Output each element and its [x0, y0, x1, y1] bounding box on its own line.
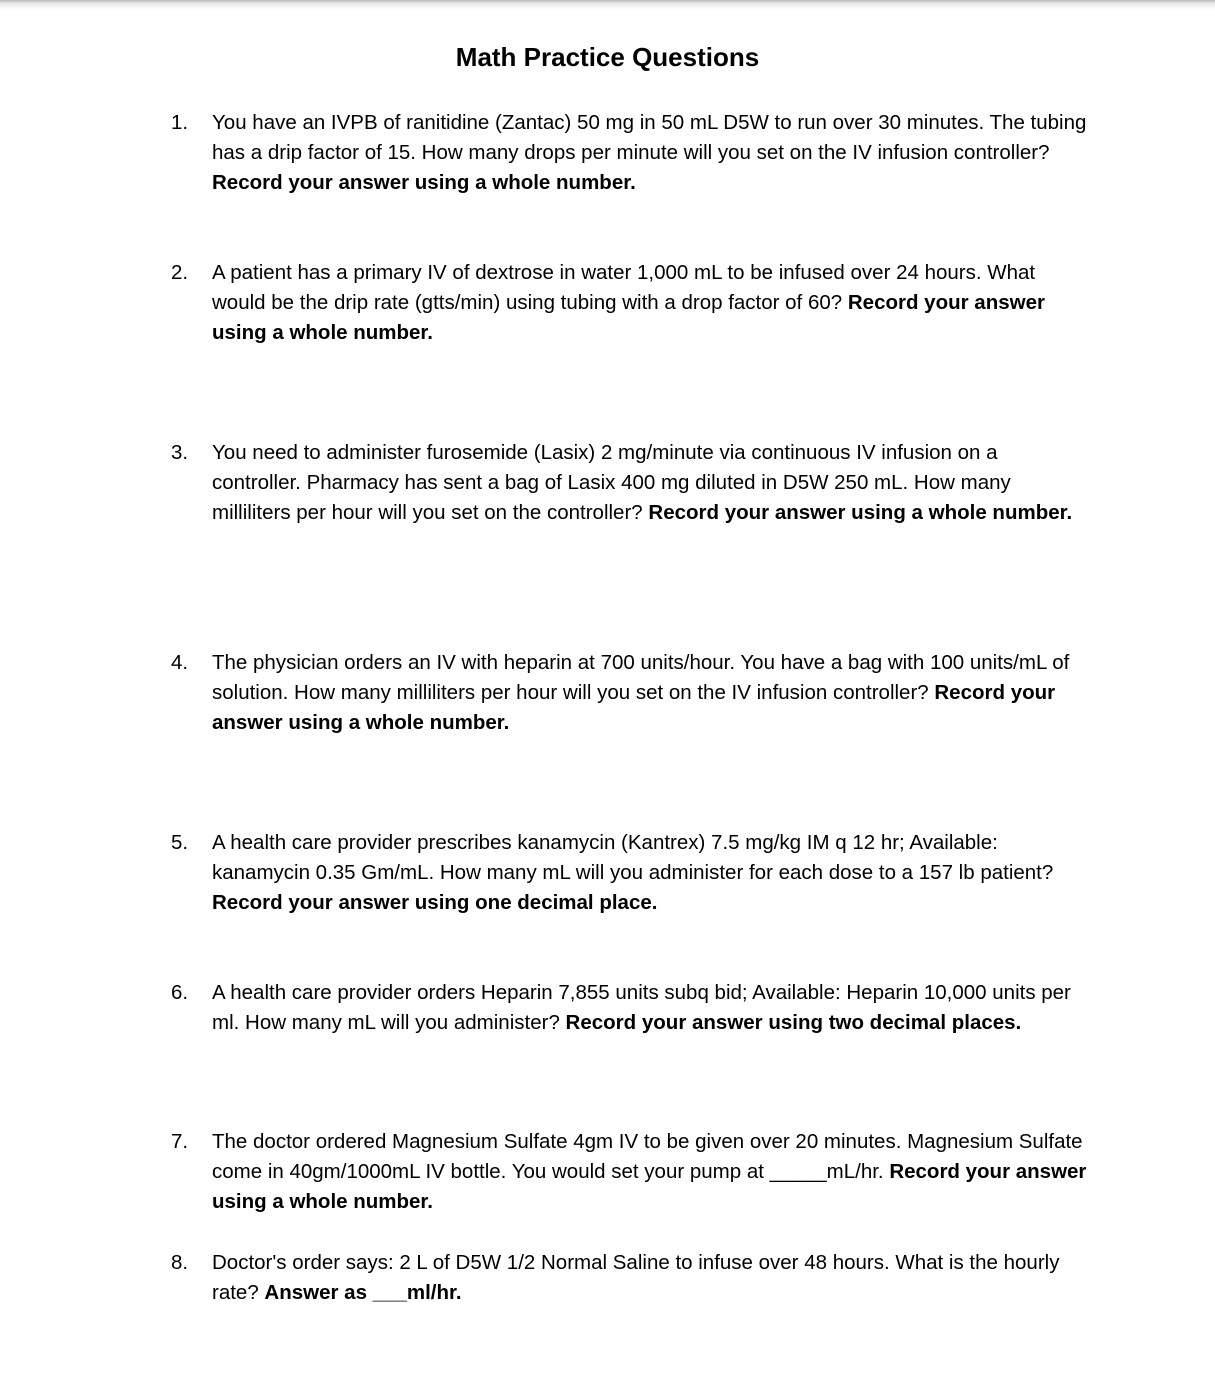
question-instruction: Answer as ___ml/hr.: [264, 1281, 462, 1304]
question-2: [171, 258, 1091, 348]
question-instruction: Record your answer using a whole number.: [648, 501, 1073, 524]
question-instruction: Record your answer using a whole number.: [212, 291, 1045, 344]
question-1: [171, 108, 1091, 198]
question-text: [212, 978, 1087, 1038]
question-text: [212, 438, 1087, 528]
question-7: [171, 1127, 1091, 1217]
question-body: A health care provider orders Heparin 7,855 units subq bid; Available: Heparin 10,000 units per ml. How many mL will you administer?: [212, 981, 1071, 1034]
question-number: 6.: [171, 981, 189, 1004]
question-text: [212, 648, 1087, 738]
question-number: 8.: [171, 1251, 189, 1274]
question-instruction: Record your answer using one decimal place.: [212, 891, 658, 914]
question-text: [212, 1127, 1087, 1217]
question-8: [171, 1248, 1091, 1308]
question-body: Doctor's order says: 2 L of D5W 1/2 Normal Saline to infuse over 48 hours. What is the hourly rate?: [212, 1251, 1060, 1304]
question-body: A patient has a primary IV of dextrose in water 1,000 mL to be infused over 24 hours. What would be the drip rate (gtts/min) using tubing with a drop factor of 60?: [212, 261, 1036, 314]
question-instruction: Record your answer using a whole number.: [212, 681, 1056, 734]
page-title: Math Practice Questions: [455, 42, 760, 72]
question-number: 4.: [171, 651, 189, 674]
question-body: You have an IVPB of ranitidine (Zantac) 50 mg in 50 mL D5W to run over 30 minutes. The tubing has a drip factor of 15. How many drops per minute will you set on the IV infusion controller?: [212, 111, 1087, 164]
question-4: [171, 648, 1091, 738]
question-3: [171, 438, 1091, 528]
question-text: [212, 1248, 1087, 1308]
question-body: A health care provider prescribes kanamycin (Kantrex) 7.5 mg/kg IM q 12 hr; Available: kanamycin 0.35 Gm/mL. How many mL will you administer for each dose to a 157 lb patient?: [212, 831, 1054, 884]
question-number: 5.: [171, 831, 189, 854]
question-number: 3.: [171, 441, 189, 464]
question-body: The doctor ordered Magnesium Sulfate 4gm IV to be given over 20 minutes. Magnesium Sulfate come in 40gm/1000mL IV bottle. You would set your pump at _____mL/hr.: [212, 1130, 1083, 1183]
question-number: 7.: [171, 1130, 189, 1153]
question-6: [171, 978, 1091, 1038]
question-text: [212, 258, 1087, 348]
question-text: [212, 108, 1087, 198]
question-instruction: Record your answer using a whole number.: [212, 171, 636, 194]
question-instruction: Record your answer using two decimal places.: [565, 1011, 1022, 1034]
question-text: [212, 828, 1087, 918]
question-number: 1.: [171, 111, 189, 134]
page-top-shadow: [0, 0, 1215, 10]
question-instruction: Record your answer using a whole number.: [212, 1160, 1087, 1213]
question-body: The physician orders an IV with heparin at 700 units/hour. You have a bag with 100 units/mL of solution. How many milliliters per hour will you set on the IV infusion controller?: [212, 651, 1070, 704]
question-body: You need to administer furosemide (Lasix) 2 mg/minute via continuous IV infusion on a controller. Pharmacy has sent a bag of Lasix 400 mg diluted in D5W 250 mL. How many milliliters per hour will you set on the controller?: [212, 441, 1011, 524]
question-number: 2.: [171, 261, 189, 284]
question-5: [171, 828, 1091, 918]
